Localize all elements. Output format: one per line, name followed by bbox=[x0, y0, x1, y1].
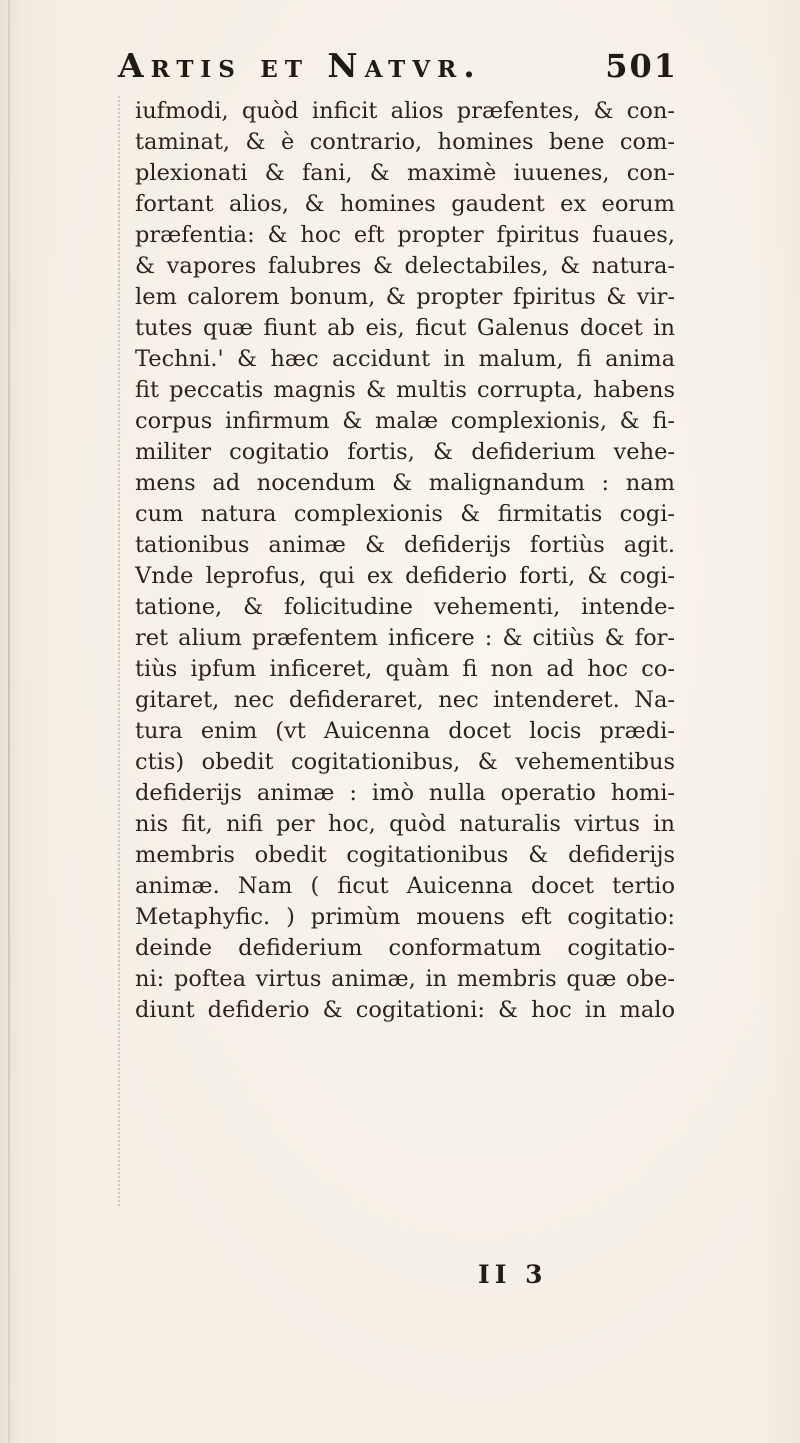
text-line: tationibus animæ & defiderijs fortiùs agit. bbox=[135, 532, 675, 558]
text-line: gitaret, nec defideraret, nec intenderet. Na- bbox=[135, 687, 675, 713]
text-line: fit peccatis magnis & multis corrupta, habens bbox=[135, 377, 675, 403]
page-header bbox=[118, 46, 678, 85]
text-line: ni: poftea virtus animæ, in membris quæ obe- bbox=[135, 966, 675, 992]
text-line: tutes quæ fiunt ab eis, ficut Galenus docet in bbox=[135, 315, 675, 341]
text-line: corpus infirmum & malæ complexionis, & fi- bbox=[135, 408, 675, 434]
page-gutter bbox=[8, 0, 10, 1443]
signature-mark: II 3 bbox=[478, 1260, 548, 1289]
text-line: lem calorem bonum, & propter fpiritus & vir- bbox=[135, 284, 675, 310]
text-line: tatione, & folicitudine vehementi, intende- bbox=[135, 594, 675, 620]
text-line: plexionati & fani, & maximè iuuenes, con- bbox=[135, 160, 675, 186]
text-line: ctis) obedit cogitationibus, & vehementibus bbox=[135, 749, 675, 775]
text-line: mens ad nocendum & malignandum : nam bbox=[135, 470, 675, 496]
text-line: defiderijs animæ : imò nulla operatio homi- bbox=[135, 780, 675, 806]
text-line: ret alium præfentem inficere : & citiùs & for- bbox=[135, 625, 675, 651]
text-line: fortant alios, & homines gaudent ex eorum bbox=[135, 191, 675, 217]
text-line: taminat, & è contrario, homines bene com- bbox=[135, 129, 675, 155]
text-line: membris obedit cogitationibus & defiderijs bbox=[135, 842, 675, 868]
text-line: & vapores falubres & delectabiles, & natura- bbox=[135, 253, 675, 279]
margin-marks bbox=[118, 96, 126, 1206]
text-line: animæ. Nam ( ficut Auicenna docet tertio bbox=[135, 873, 675, 899]
page-number: 501 bbox=[605, 47, 678, 85]
text-line: præfentia: & hoc eft propter fpiritus fuaues, bbox=[135, 222, 675, 248]
text-line: militer cogitatio fortis, & defiderium vehe- bbox=[135, 439, 675, 465]
text-line: Techni.' & hæc accidunt in malum, fi anima bbox=[135, 346, 675, 372]
running-head: Artis et Natvr. bbox=[118, 46, 482, 85]
text-line: nis fit, nifi per hoc, quòd naturalis virtus in bbox=[135, 811, 675, 837]
text-line: tiùs ipfum inficeret, quàm fi non ad hoc co- bbox=[135, 656, 675, 682]
text-line: iufmodi, quòd inficit alios præfentes, & con- bbox=[135, 98, 675, 124]
text-line: cum natura complexionis & firmitatis cogi- bbox=[135, 501, 675, 527]
text-line: deinde defiderium conformatum cogitatio- bbox=[135, 935, 675, 961]
body-text bbox=[135, 96, 675, 1026]
text-line: Metaphyfic. ) primùm mouens eft cogitatio: bbox=[135, 904, 675, 930]
text-line: diunt defiderio & cogitationi: & hoc in malo bbox=[135, 997, 675, 1023]
text-line: tura enim (vt Auicenna docet locis prædi- bbox=[135, 718, 675, 744]
text-line: Vnde leprofus, qui ex defiderio forti, & cogi- bbox=[135, 563, 675, 589]
